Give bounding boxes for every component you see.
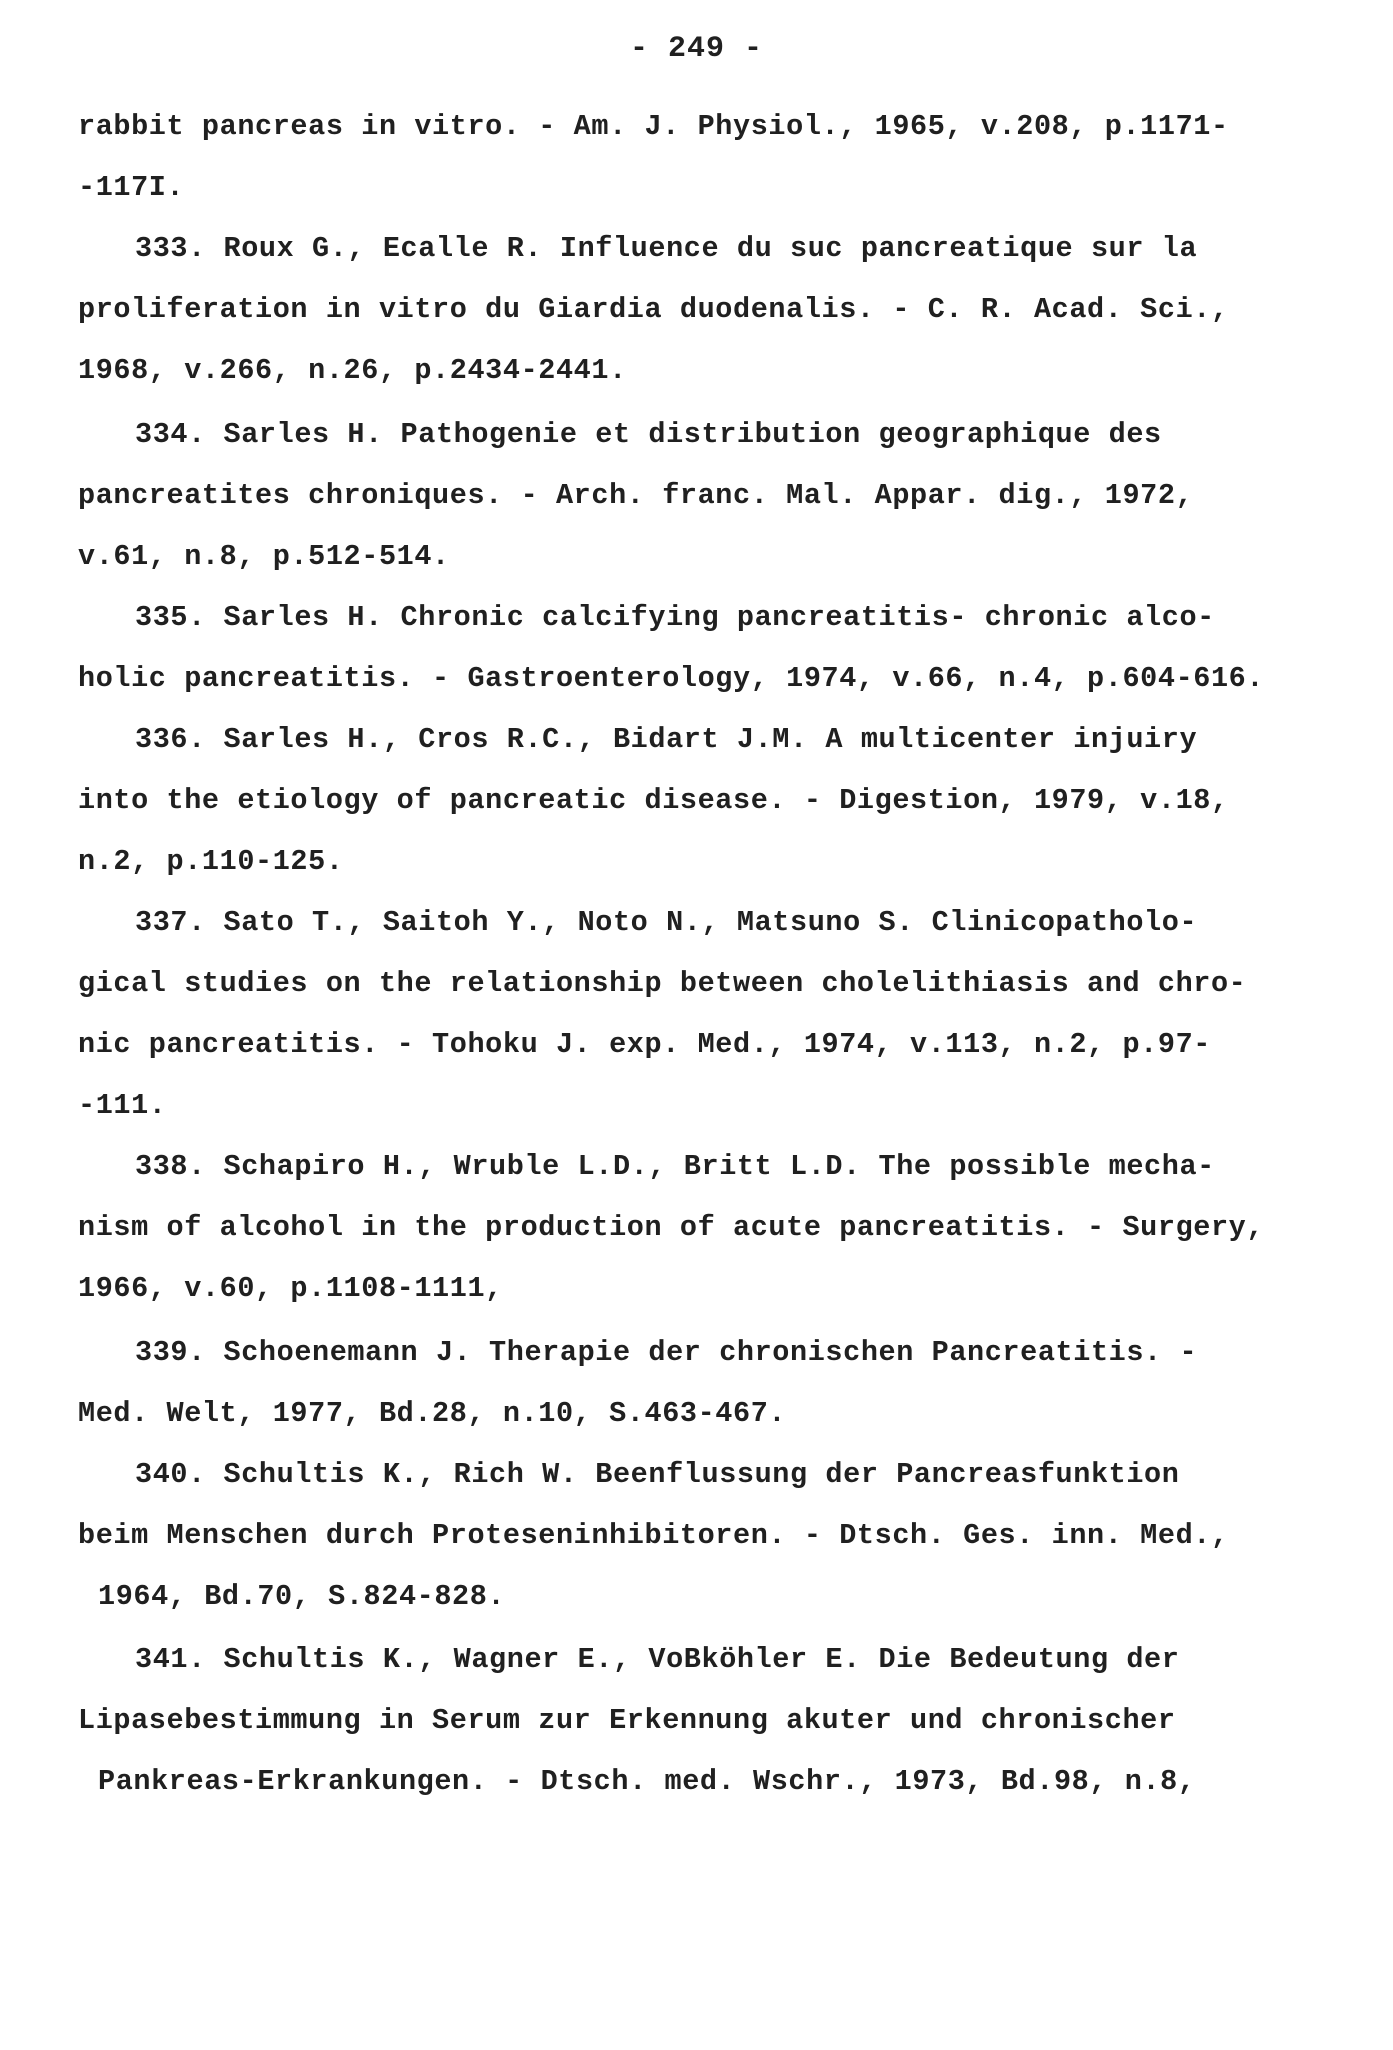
reference-line: 1964, Bd.70, S.824-828. — [98, 1580, 506, 1613]
reference-line: 339. Schoenemann J. Therapie der chronischen Pancreatitis. - — [135, 1336, 1198, 1369]
reference-line: 334. Sarles H. Pathogenie et distribution geographique des — [135, 418, 1162, 451]
reference-line: nic pancreatitis. - Tohoku J. exp. Med., 1974, v.113, n.2, p.97- — [78, 1028, 1211, 1061]
reference-line: rabbit pancreas in vitro. - Am. J. Physiol., 1965, v.208, p.1171- — [78, 110, 1229, 143]
reference-line: Lipasebestimmung in Serum zur Erkennung akuter und chronischer — [78, 1704, 1176, 1737]
reference-line: beim Menschen durch Proteseninhibitoren. - Dtsch. Ges. inn. Med., — [78, 1519, 1229, 1552]
reference-line: 338. Schapiro H., Wruble L.D., Britt L.D. The possible mecha- — [135, 1150, 1215, 1183]
reference-line: Med. Welt, 1977, Bd.28, n.10, S.463-467. — [78, 1397, 787, 1430]
reference-line: 1966, v.60, p.1108-1111, — [78, 1272, 503, 1305]
reference-line: 1968, v.266, n.26, p.2434-2441. — [78, 354, 627, 387]
reference-line: 341. Schultis K., Wagner E., VoBköhler E. Die Bedeutung der — [135, 1643, 1180, 1676]
reference-line: -117І. — [78, 171, 185, 204]
page-number: - 249 - — [629, 32, 764, 66]
reference-line: 336. Sarles H., Cros R.C., Bidart J.M. A multicenter injuiry — [135, 723, 1198, 756]
reference-line: v.61, n.8, p.512-514. — [78, 540, 450, 573]
reference-line: holic pancreatitis. - Gastroenterology, 1974, v.66, n.4, p.604-616. — [78, 662, 1265, 695]
reference-line: 340. Schultis K., Rich W. Beenflussung der Pancreasfunktion — [135, 1458, 1180, 1491]
reference-line: 335. Sarles H. Chronic calcifying pancreatitis- chronic alco- — [135, 601, 1215, 634]
reference-line: proliferation in vitro du Giardia duodenalis. - C. R. Acad. Sci., — [78, 293, 1229, 326]
reference-line: into the etiology of pancreatic disease. - Digestion, 1979, v.18, — [78, 784, 1229, 817]
reference-line: 337. Sato T., Saitoh Y., Noto N., Matsuno S. Clinicopatholo- — [135, 906, 1198, 939]
reference-line: gical studies on the relationship between cholelithiasis and chro- — [78, 967, 1247, 1000]
reference-line: 333. Roux G., Ecalle R. Influence du suc pancreatique sur la — [135, 232, 1198, 265]
reference-line: pancreatites chroniques. - Arch. franc. Mal. Appar. dig., 1972, — [78, 479, 1194, 512]
reference-line: -111. — [78, 1089, 167, 1122]
reference-line: nism of alcohol in the production of acute pancreatitis. - Surgery, — [78, 1211, 1265, 1244]
reference-line: n.2, p.110-125. — [78, 845, 344, 878]
reference-line: Pankreas-Erkrankungen. - Dtsch. med. Wschr., 1973, Bd.98, n.8, — [98, 1765, 1196, 1798]
